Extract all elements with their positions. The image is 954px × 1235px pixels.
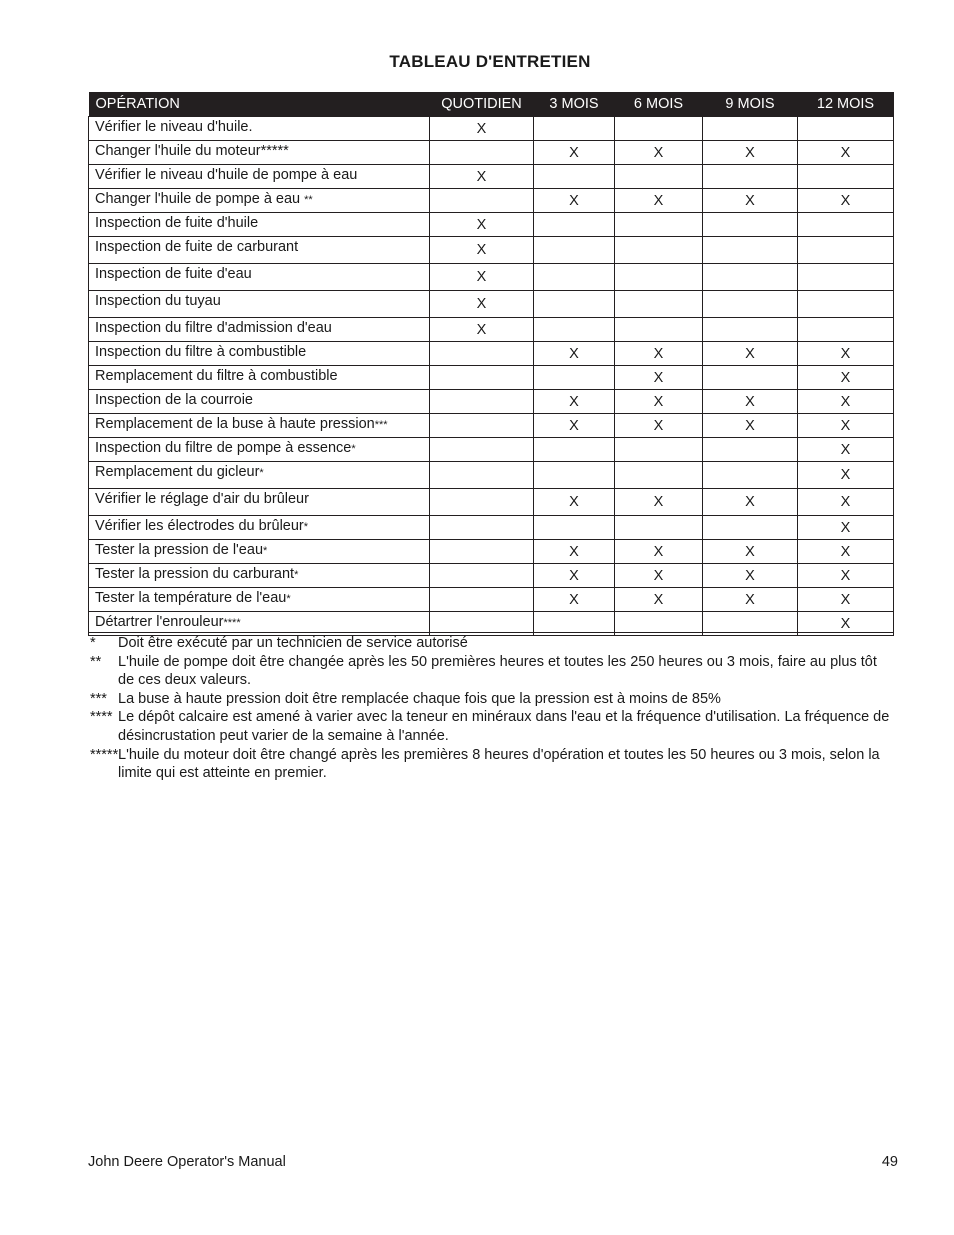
schedule-mark-cell: [534, 291, 615, 318]
operation-label: Inspection de fuite d'huile: [95, 215, 259, 231]
operation-label: Vérifier les électrodes du brûleur: [95, 518, 304, 534]
footnote-marker: ****: [90, 709, 113, 726]
table-row: [89, 318, 894, 342]
operation-label: Inspection du filtre d'admission d'eau: [95, 320, 332, 336]
schedule-mark-cell: X: [615, 540, 703, 564]
schedule-mark-cell: X: [703, 489, 798, 516]
operation-footnote-marker: *: [303, 521, 309, 533]
schedule-mark-cell: X: [430, 318, 534, 342]
schedule-mark-cell: X: [703, 390, 798, 414]
footnote-text: Doit être exécuté par un technicien de service autorisé: [118, 635, 468, 651]
notes-divider: [88, 632, 893, 633]
operation-footnote-marker: *: [351, 443, 356, 455]
schedule-mark-cell: [703, 438, 798, 462]
schedule-mark-cell: [615, 117, 703, 141]
schedule-mark-cell: X: [798, 516, 894, 540]
schedule-mark-cell: [534, 516, 615, 540]
schedule-mark-cell: X: [430, 213, 534, 237]
schedule-mark-cell: X: [703, 141, 798, 165]
operation-cell: [89, 342, 430, 366]
footnote-marker: *****: [90, 746, 119, 763]
schedule-mark-cell: [615, 165, 703, 189]
schedule-mark-cell: X: [798, 612, 894, 636]
schedule-mark-cell: [703, 516, 798, 540]
schedule-mark-cell: X: [534, 564, 615, 588]
schedule-mark-cell: [615, 291, 703, 318]
schedule-mark-cell: X: [798, 390, 894, 414]
schedule-mark-cell: [703, 366, 798, 390]
operation-footnote-marker: ***: [374, 419, 388, 431]
operation-label: Tester la température de l'eau: [95, 590, 287, 606]
operation-label: Vérifier le réglage d'air du brûleur: [95, 491, 309, 507]
schedule-mark-cell: [430, 588, 534, 612]
schedule-mark-cell: X: [798, 438, 894, 462]
schedule-mark-cell: X: [798, 540, 894, 564]
footnote-text: L'huile du moteur doit être changé après les premières 8 heures d'opération et toutes les 50 heures ou 3 mois, selon la limite qui est atteinte en premier.: [118, 746, 880, 782]
schedule-mark-cell: [798, 318, 894, 342]
schedule-mark-cell: X: [798, 414, 894, 438]
schedule-mark-cell: [430, 189, 534, 213]
maintenance-table: [88, 92, 894, 636]
table-row: [89, 237, 894, 264]
footnote-marker: *: [90, 635, 96, 651]
schedule-mark-cell: [615, 213, 703, 237]
schedule-mark-cell: X: [615, 366, 703, 390]
table-row: [89, 117, 894, 141]
operation-cell: [89, 564, 430, 588]
schedule-mark-cell: [615, 462, 703, 489]
schedule-mark-cell: [430, 564, 534, 588]
schedule-mark-cell: [703, 264, 798, 291]
operation-cell: [89, 414, 430, 438]
operation-label: Inspection du tuyau: [95, 293, 221, 309]
table-row: [89, 165, 894, 189]
operation-cell: [89, 438, 430, 462]
footnote-marker: ***: [90, 690, 107, 707]
schedule-mark-cell: [430, 366, 534, 390]
table-header-row: [89, 92, 894, 117]
operation-label: Détartrer l'enrouleur: [95, 614, 224, 630]
operation-label: Inspection de fuite d'eau: [95, 266, 252, 282]
footnote: [90, 708, 890, 745]
table-row: [89, 564, 894, 588]
schedule-mark-cell: [703, 462, 798, 489]
schedule-mark-cell: [430, 414, 534, 438]
schedule-mark-cell: [703, 213, 798, 237]
operation-cell: [89, 462, 430, 489]
operation-label: Remplacement du gicleur: [95, 464, 260, 480]
schedule-mark-cell: [703, 165, 798, 189]
operation-label: Changer l'huile du moteur*****: [95, 143, 289, 159]
operation-cell: [89, 366, 430, 390]
schedule-mark-cell: X: [430, 117, 534, 141]
table-row: [89, 540, 894, 564]
schedule-mark-cell: X: [798, 342, 894, 366]
table-row: [89, 189, 894, 213]
schedule-mark-cell: [798, 165, 894, 189]
operation-cell: [89, 291, 430, 318]
schedule-mark-cell: [798, 264, 894, 291]
schedule-mark-cell: [430, 516, 534, 540]
operation-cell: [89, 264, 430, 291]
table-row: [89, 438, 894, 462]
schedule-mark-cell: [615, 264, 703, 291]
schedule-mark-cell: [430, 540, 534, 564]
schedule-mark-cell: X: [615, 414, 703, 438]
footnote: [90, 690, 890, 709]
footnotes: [90, 634, 890, 783]
schedule-mark-cell: [534, 366, 615, 390]
operation-cell: [89, 237, 430, 264]
table-row: [89, 366, 894, 390]
schedule-mark-cell: X: [534, 141, 615, 165]
schedule-mark-cell: X: [798, 189, 894, 213]
schedule-mark-cell: [534, 462, 615, 489]
operation-label: Inspection de fuite de carburant: [95, 239, 299, 255]
table-row: [89, 516, 894, 540]
schedule-mark-cell: [615, 318, 703, 342]
header-12-months: 12 MOIS: [798, 92, 894, 117]
schedule-mark-cell: [703, 318, 798, 342]
schedule-mark-cell: X: [615, 141, 703, 165]
operation-footnote-marker: *: [259, 467, 264, 479]
table-row: [89, 462, 894, 489]
operation-cell: [89, 489, 430, 516]
table-row: [89, 291, 894, 318]
schedule-mark-cell: X: [703, 540, 798, 564]
schedule-mark-cell: [615, 516, 703, 540]
schedule-mark-cell: X: [534, 540, 615, 564]
schedule-mark-cell: X: [534, 189, 615, 213]
operation-cell: [89, 516, 430, 540]
schedule-mark-cell: X: [798, 489, 894, 516]
operation-footnote-marker: ****: [223, 617, 241, 629]
schedule-mark-cell: [430, 438, 534, 462]
footnote-text: Le dépôt calcaire est amené à varier avec la teneur en minéraux dans l'eau et la fréquence d'utilisation. La fréquence de désincrustation peut varier de la semaine à l'année.: [118, 709, 890, 744]
operation-cell: [89, 141, 430, 165]
operation-cell: [89, 318, 430, 342]
schedule-mark-cell: X: [798, 564, 894, 588]
schedule-mark-cell: X: [798, 141, 894, 165]
operation-cell: [89, 390, 430, 414]
operation-label: Vérifier le niveau d'huile.: [95, 119, 253, 135]
footnote-text: L'huile de pompe doit être changée après les 50 premières heures et toutes les 250 heures ou 3 mois, faire au plus tôt de ces deux valeurs.: [118, 653, 877, 689]
operation-cell: [89, 189, 430, 213]
operation-footnote-marker: *: [263, 545, 268, 557]
schedule-mark-cell: X: [798, 366, 894, 390]
schedule-mark-cell: X: [615, 342, 703, 366]
operation-label: Tester la pression du carburant: [95, 566, 295, 582]
operation-label: Vérifier le niveau d'huile de pompe à eau: [95, 167, 358, 183]
schedule-mark-cell: [534, 438, 615, 462]
header-3-months: 3 MOIS: [534, 92, 615, 117]
schedule-mark-cell: [798, 117, 894, 141]
table-row: [89, 141, 894, 165]
operation-label: Remplacement du filtre à combustible: [95, 368, 338, 384]
footnote: [90, 634, 890, 653]
schedule-mark-cell: X: [430, 291, 534, 318]
schedule-mark-cell: [430, 390, 534, 414]
footnote-marker: **: [90, 653, 102, 670]
schedule-mark-cell: X: [615, 588, 703, 612]
header-9-months: 9 MOIS: [703, 92, 798, 117]
schedule-mark-cell: [615, 438, 703, 462]
table-row: [89, 213, 894, 237]
table-row: [89, 489, 894, 516]
schedule-mark-cell: [703, 291, 798, 318]
schedule-mark-cell: [798, 213, 894, 237]
operation-footnote-marker: *: [294, 569, 299, 581]
page-number: 49: [881, 1154, 898, 1170]
schedule-mark-cell: X: [703, 414, 798, 438]
schedule-mark-cell: X: [615, 390, 703, 414]
schedule-mark-cell: [798, 291, 894, 318]
table-row: [89, 342, 894, 366]
schedule-mark-cell: X: [703, 342, 798, 366]
footnote-text: La buse à haute pression doit être remplacée chaque fois que la pression est à moins de 85%: [118, 690, 721, 707]
schedule-mark-cell: [430, 489, 534, 516]
schedule-mark-cell: [534, 165, 615, 189]
schedule-mark-cell: X: [534, 588, 615, 612]
schedule-mark-cell: X: [798, 588, 894, 612]
operation-cell: [89, 165, 430, 189]
header-daily: QUOTIDIEN: [430, 92, 534, 117]
schedule-mark-cell: [534, 213, 615, 237]
operation-label: Inspection du filtre à combustible: [95, 344, 307, 360]
schedule-mark-cell: X: [534, 390, 615, 414]
operation-cell: [89, 213, 430, 237]
schedule-mark-cell: X: [798, 462, 894, 489]
footnote: [90, 653, 890, 690]
schedule-mark-cell: [430, 342, 534, 366]
schedule-mark-cell: X: [703, 588, 798, 612]
schedule-mark-cell: X: [534, 342, 615, 366]
operation-footnote-marker: *: [286, 593, 291, 605]
schedule-mark-cell: [798, 237, 894, 264]
table-row: [89, 588, 894, 612]
schedule-mark-cell: X: [703, 564, 798, 588]
operation-cell: [89, 540, 430, 564]
schedule-mark-cell: [534, 318, 615, 342]
operation-cell: [89, 588, 430, 612]
schedule-mark-cell: X: [534, 489, 615, 516]
operation-label: Inspection du filtre de pompe à essence: [95, 440, 352, 456]
footer-manual-name: John Deere Operator's Manual: [88, 1154, 286, 1170]
table-row: [89, 390, 894, 414]
header-operation: OPÉRATION: [89, 92, 430, 117]
table-row: [89, 264, 894, 291]
schedule-mark-cell: X: [430, 165, 534, 189]
schedule-mark-cell: [430, 462, 534, 489]
operation-label: Tester la pression de l'eau: [95, 542, 264, 558]
operation-label: Changer l'huile de pompe à eau: [95, 191, 305, 207]
schedule-mark-cell: [534, 117, 615, 141]
schedule-mark-cell: X: [615, 189, 703, 213]
schedule-mark-cell: [703, 117, 798, 141]
schedule-mark-cell: [534, 237, 615, 264]
schedule-mark-cell: X: [615, 564, 703, 588]
schedule-mark-cell: X: [534, 414, 615, 438]
page-title: TABLEAU D'ENTRETIEN: [389, 52, 591, 71]
operation-cell: [89, 117, 430, 141]
footnote: [90, 746, 890, 783]
schedule-mark-cell: [430, 141, 534, 165]
operation-label: Inspection de la courroie: [95, 392, 253, 408]
table-row: [89, 414, 894, 438]
schedule-mark-cell: X: [703, 189, 798, 213]
operation-label: Remplacement de la buse à haute pression: [95, 416, 375, 432]
operation-footnote-marker: **: [304, 194, 313, 206]
schedule-mark-cell: [534, 264, 615, 291]
schedule-mark-cell: X: [430, 264, 534, 291]
header-6-months: 6 MOIS: [615, 92, 703, 117]
schedule-mark-cell: [615, 237, 703, 264]
schedule-mark-cell: X: [615, 489, 703, 516]
schedule-mark-cell: [703, 237, 798, 264]
schedule-mark-cell: X: [430, 237, 534, 264]
